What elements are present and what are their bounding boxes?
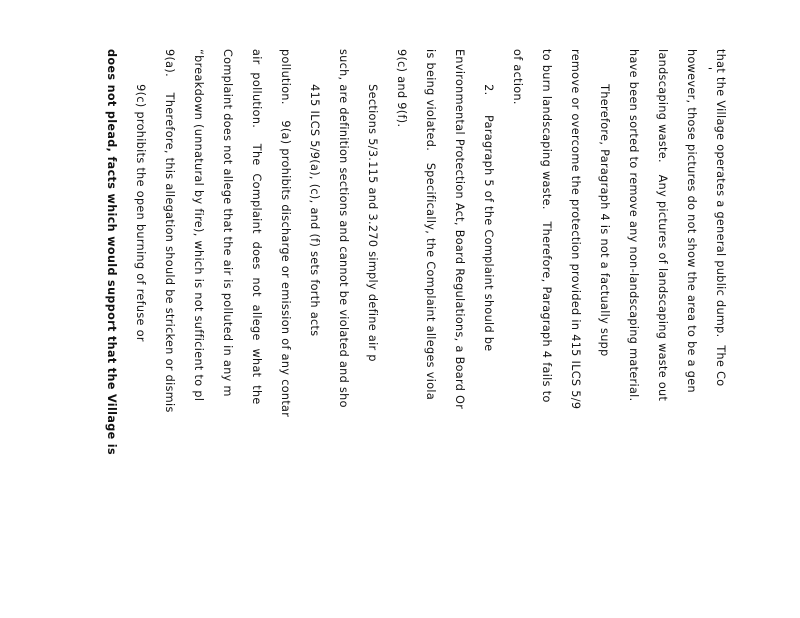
text-line: 9(c) prohibits the open burning of refuse or (134, 49, 147, 342)
text-line: have been sorted to remove any non-landscaping material. (627, 49, 640, 402)
text-line: “breakdown (unnatural by fire), which is not sufficient to pl (192, 49, 205, 402)
text-line: that the Village operates a general public dump. The Co (714, 49, 727, 387)
text-line: 9(c) and 9(f). (395, 49, 408, 128)
text-line: 9(a). Therefore, this allegation should be stricken or dismis (163, 49, 176, 413)
text-line: such, are definition sections and cannot be violated and sho (337, 49, 350, 408)
text-line: 2. Paragraph 5 of the Complaint should be (482, 49, 495, 352)
text-line: landscaping waste. Any pictures of landscaping waste out (656, 49, 669, 402)
text-line: Environmental Protection Act, Board Regulations, a Board Or (453, 49, 466, 410)
page-edge-mark: - (708, 61, 713, 75)
text-line: air pollution. The Complaint does not allege what the (250, 49, 263, 405)
text-line: does not plead, facts which would support that the Village is (105, 49, 118, 455)
text-line: Sections 5/3.115 and 3.270 simply define air p (366, 49, 379, 362)
text-line: of action. (511, 49, 524, 105)
text-line: Complaint does not allege that the air is polluted in any m (221, 49, 234, 397)
text-line: pollution. 9(a) prohibits discharge or emission of any contar (279, 49, 292, 418)
text-line: remove or overcome the protection provided in 415 ILCS 5/9 (569, 49, 582, 410)
text-line: to burn landscaping waste. Therefore, Paragraph 4 fails to (540, 49, 553, 403)
text-line: Therefore, Paragraph 4 is not a factually supp (598, 49, 611, 357)
text-line: 415 ILCS 5/9(a), (c), and (f) sets forth acts (308, 49, 321, 337)
text-line: however, those pictures do not show the area to be a gen (685, 49, 698, 393)
rotated-text-block (70, 49, 730, 569)
text-line: is being violated. Specifically, the Complaint alleges viola (424, 49, 437, 401)
